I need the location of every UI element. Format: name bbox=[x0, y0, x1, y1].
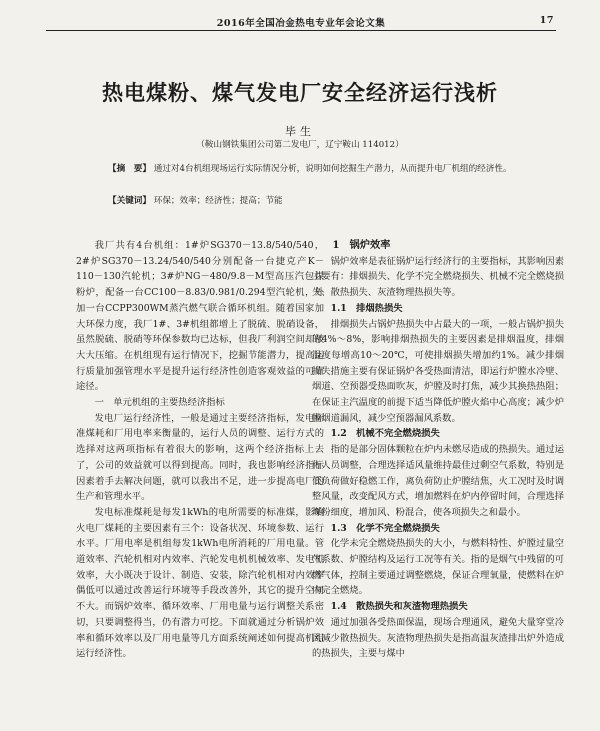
author-affiliation: （鞍山钢铁集团公司第二发电厂，辽宁鞍山 114012） bbox=[196, 140, 404, 150]
journal-name: 2016年全国冶金热电专业年会论文集 bbox=[216, 18, 386, 29]
left-column bbox=[76, 238, 324, 662]
author-name: 毕生 bbox=[285, 125, 315, 138]
coal-consumption-paragraph: 发电标准煤耗是每发1kWh的电所需要的标准煤，影响火电厂煤耗的主要因素有三个：设备状况、环境参数、运行水平。厂用电率是机组每发1kWh电所消耗的厂用电量。管道效率、汽轮机相对内效率、汽轮发电机机械效率、发电机效率，大小既决于设计、制造、安装，除汽轮机相对内效率偶低可以通过改善运行环境等手段改善外，其它的提升空间不大。而锅炉效率、循环效率、厂用电量与运行调整关系密切，只要调整得当，仍有潜力可挖。下面就通过分析锅炉效率和循环效率以及厂用电量等几方面系统阐述如何提高机组运行经济性。 bbox=[76, 506, 324, 660]
abstract bbox=[108, 162, 512, 177]
heading-mechanical-loss: 1.2 机械不完全燃烧损失 bbox=[330, 428, 440, 440]
abstract-text: 通过对4台机组现场运行实际情况分析，说明如何挖掘生产潜力，从而提升电厂机组的经济性。 bbox=[153, 164, 512, 174]
running-header bbox=[46, 14, 556, 31]
keywords-label: 【关键词】 bbox=[108, 196, 151, 206]
keywords bbox=[108, 194, 512, 206]
heat-loss-paragraph: 通过加强各受热面保温，现场合理通风，避免大量穿堂冷风减少散热损失。灰渣物理热损失是指高温灰渣排出炉外造成的热损失，主要与煤中 bbox=[312, 616, 564, 660]
article-title: 热电煤粉、煤气发电厂安全经济运行浅析 bbox=[102, 80, 498, 105]
right-column bbox=[312, 238, 564, 662]
heading-exhaust-loss: 1.1 排烟热损失 bbox=[330, 302, 403, 314]
section-heading-indicators: 一 单元机组的主要热经济指标 bbox=[94, 397, 225, 409]
mechanical-loss-paragraph: 指的是部分固体颗粒在炉内未燃尽造成的热损失。通过运行人员调整，合理选择适风量维持最佳过剩空气系数，特别是低负荷做好稳燃工作，离负荷防止炉膛结焦，火工况时及时调整风量，改变配风方式，增加燃料在炉内停留时间，合理选择煤粉细度，增加风、粉混合，使各项损失之和最小。 bbox=[312, 444, 564, 518]
abstract-label: 【摘 要】 bbox=[108, 164, 151, 174]
keywords-text: 环保；效率；经济性；提高；节能 bbox=[153, 196, 283, 206]
heading-boiler-efficiency: 1 锅炉效率 bbox=[332, 239, 391, 251]
indicators-paragraph: 发电厂运行经济性，一般是通过主要经济指标，发电标准煤耗和厂用电率来衡量的，运行人员的调整、运行方式的选择对这两项指标有着很大的影响，这两个经济指标上去了，公司的效益就可以得到提高。同时，我也影响经济指标因素着手去解决问题，就可以我出不足，进一步提高电厂的生产和管理水平。 bbox=[76, 412, 324, 503]
chemical-loss-paragraph: 化学未完全燃烧热损失的大小，与燃料特性、炉膛过量空气系数、炉膛结构及运行工况等有关。指的是烟气中残留的可燃气体，控制主要通过调整燃烧，保证合理氧量，使燃料在炉内完全燃烧。 bbox=[312, 538, 564, 597]
intro-paragraph: 我厂共有4台机组：1#炉SG370－13.8/540/540，2#炉SG370－13.24/540/540分别配备一台捷克产K－110－130汽轮机；3#炉NG－480/9.8－M型高压汽包煤粉炉，配备一台CC100－8.83/0.981/0.294型汽轮机，外加一台CCPP300WM蒸汽燃气联合循环机组。随着国家加大环保力度，我厂1#、3#机组都增上了脱硫、脱硝设备，虽然脱硫、脱硝等环保参数均已达标，但我厂利润空间却被大大压缩。在机组现有运行情况下，挖掘节能潜力，提高运行质量加强管理水平是提升运行经济性创造客观效益的可靠途径。 bbox=[76, 240, 324, 393]
boiler-efficiency-paragraph: 锅炉效率是表征锅炉运行经济行的主要指标，其影响因素主要有：排烟损失、化学不完全燃烧损失、机械不完全燃烧损失、散热损失、灰渣物理热损失等。 bbox=[312, 255, 564, 299]
exhaust-loss-paragraph: 排烟损失占锅炉热损失中占最大的一项，一般占锅炉损失的4%～8%，影响排烟热损失的主要因素是排烟温度，排烟温度每增高10～20℃，可使排烟损失增加约1%。减少排烟损失措施主要有保证锅炉各受热面清洁，即运行炉膛水冷壁、烟道、空预器受热面吹灰，炉膛及时打焦，减少其换热热阻；在保证主汽温度的前提下适当降低炉膛火焰中心高度；减少炉膛烟道漏风，减少空预器漏风系数。 bbox=[312, 318, 564, 424]
heading-chemical-loss: 1.3 化学不完全燃烧损失 bbox=[330, 522, 440, 534]
heading-heat-loss: 1.4 散热损失和灰渣物理热损失 bbox=[330, 601, 468, 613]
page-number: 17 bbox=[539, 15, 554, 26]
